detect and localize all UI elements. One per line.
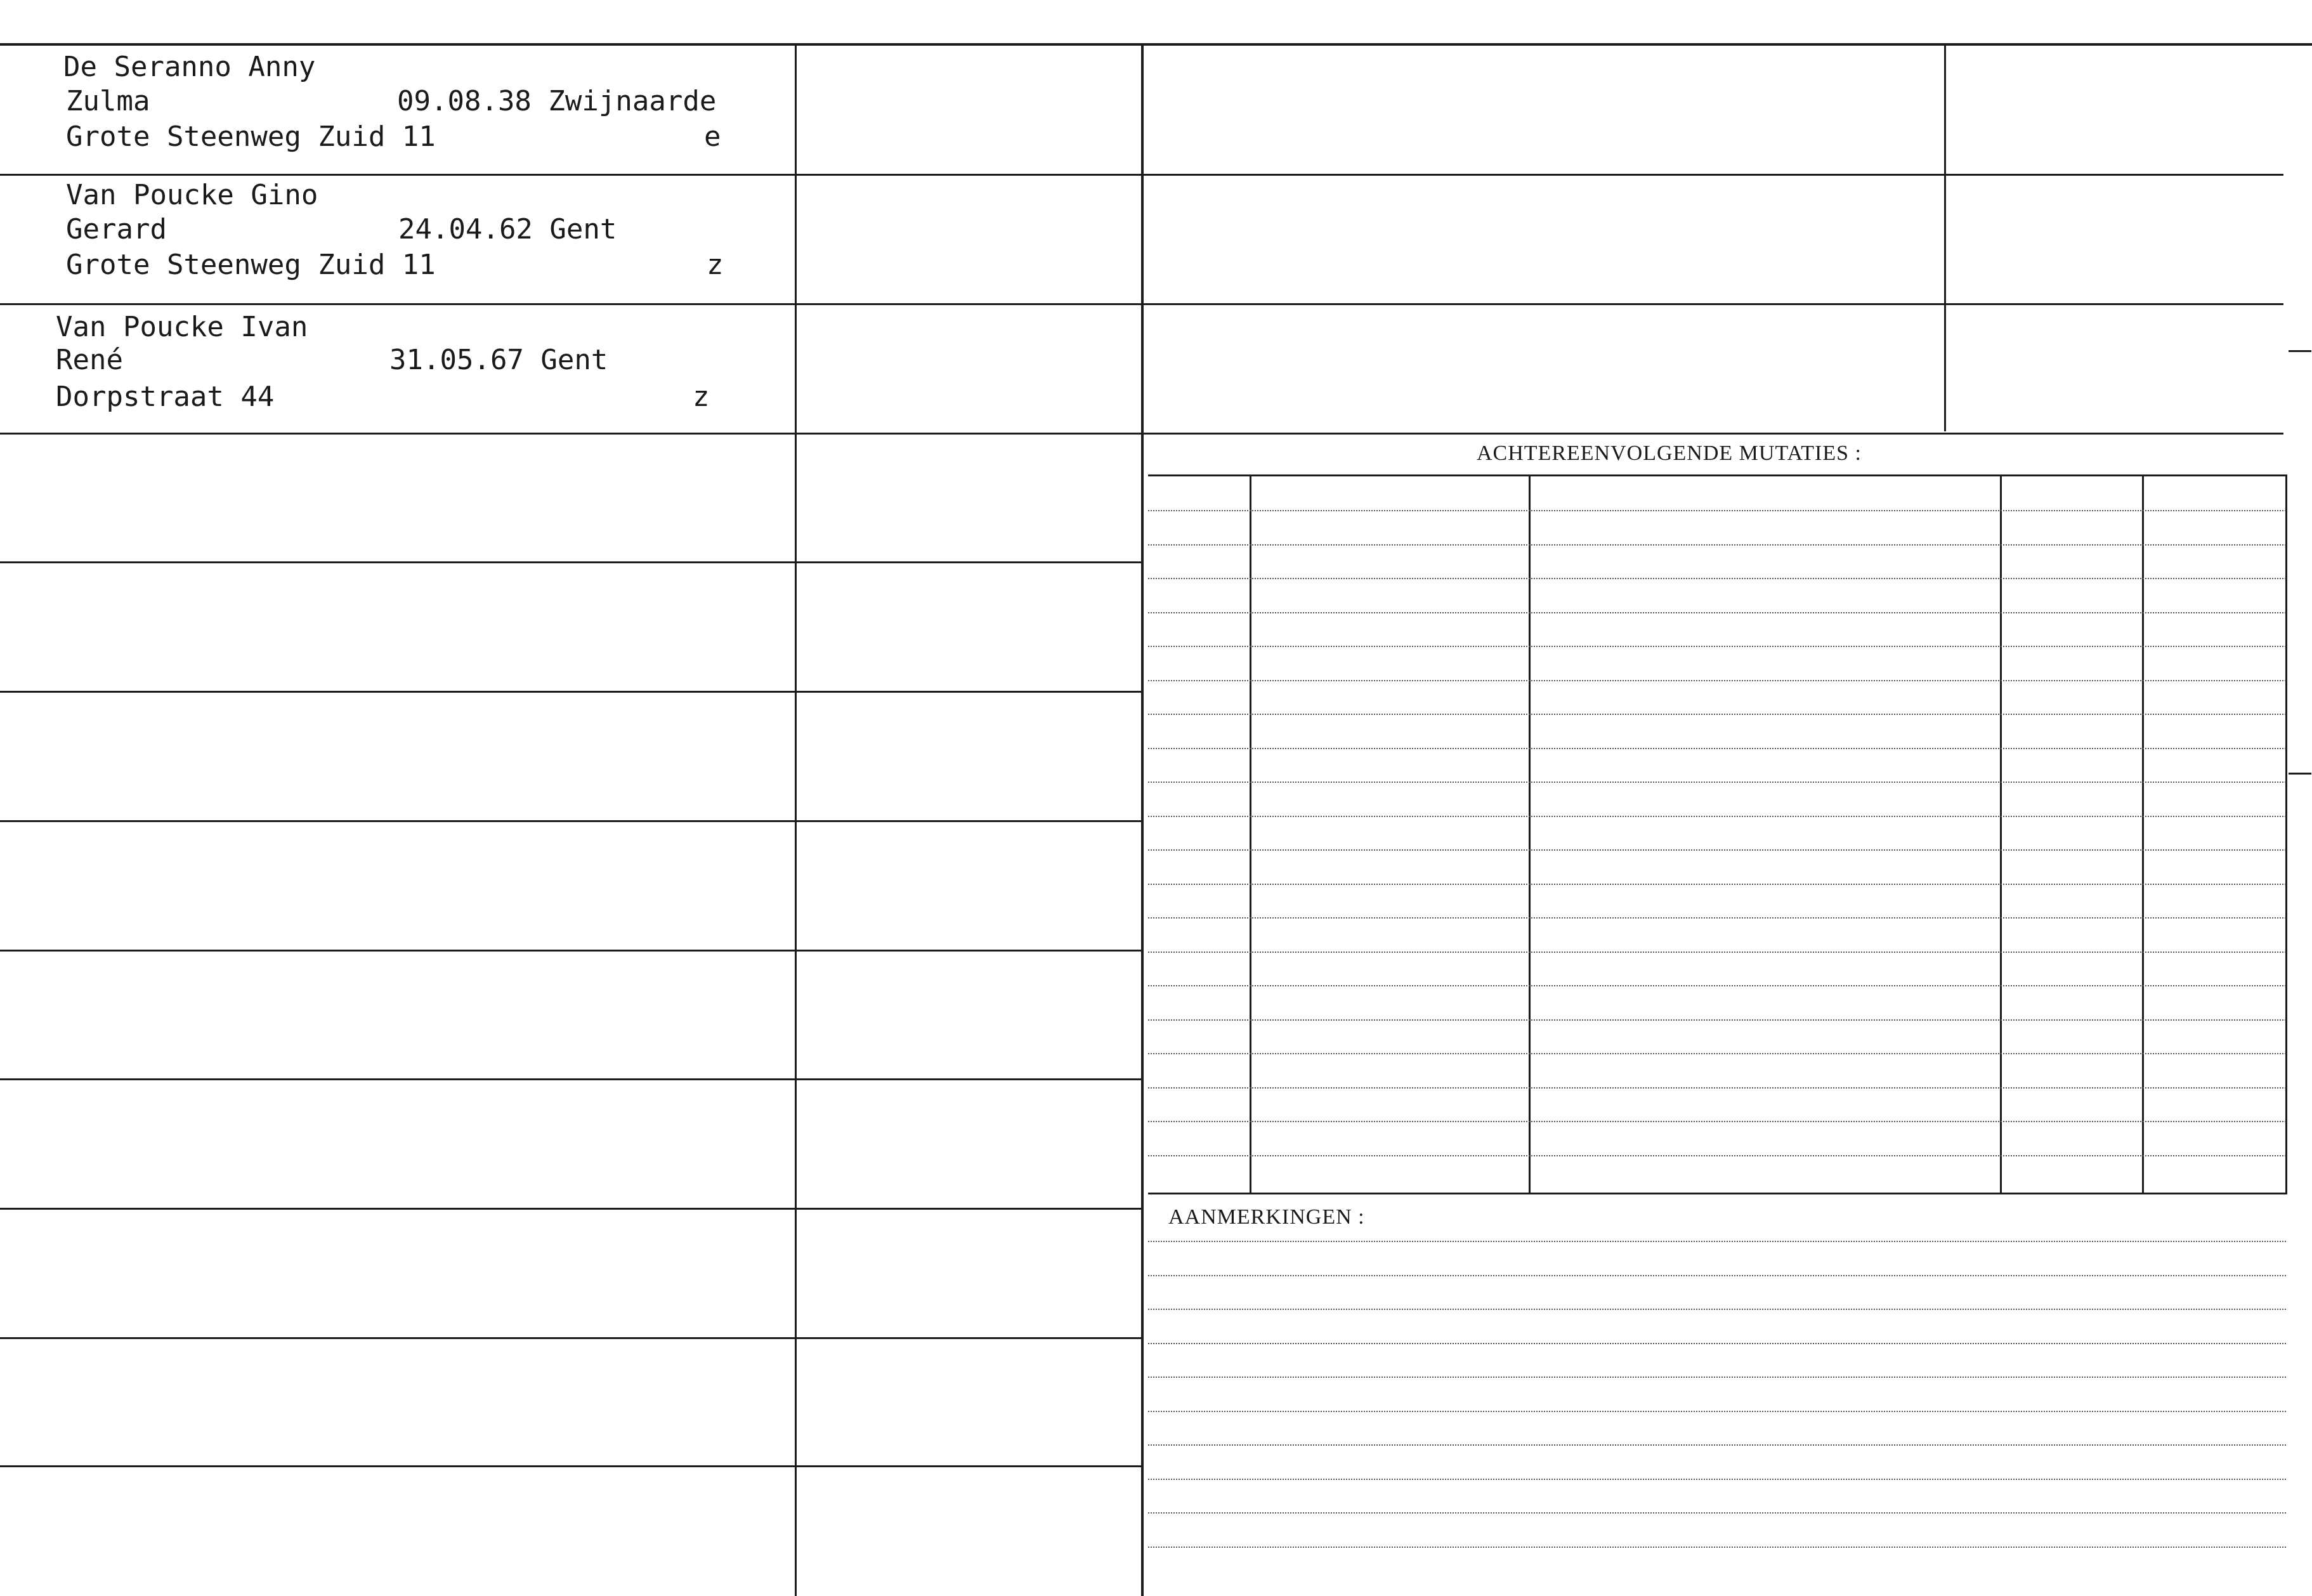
ruled-line <box>1148 1309 2286 1310</box>
ruled-line <box>1148 1241 2286 1242</box>
record-code: z <box>707 249 724 281</box>
record-second-name: Zulma <box>66 85 150 117</box>
mutations-grid-top <box>1148 474 2287 476</box>
row-separator <box>0 820 1142 822</box>
ruled-line <box>1148 816 2286 817</box>
ruled-line <box>1148 1377 2286 1378</box>
ruled-line <box>1148 1053 2286 1054</box>
record-address: Grote Steenweg Zuid 11 <box>66 121 436 153</box>
ruled-line <box>1148 748 2286 749</box>
row-separator <box>0 174 1142 176</box>
ruled-line <box>1148 578 2286 579</box>
ruled-line <box>1148 612 2286 613</box>
row-separator <box>0 433 1142 435</box>
record-name: Van Poucke Gino <box>66 179 318 211</box>
mutations-col-rule <box>2000 476 2002 1194</box>
ruled-line <box>1148 985 2286 986</box>
ruled-line <box>1148 1019 2286 1021</box>
ruled-line <box>1148 1343 2286 1344</box>
column-divider-right-upper <box>1944 46 1946 431</box>
ruled-line <box>1148 1275 2286 1276</box>
mutations-col-rule <box>1529 476 1531 1194</box>
ruled-line <box>1148 1547 2286 1548</box>
row-separator <box>0 950 1142 952</box>
record-second-name: René <box>56 344 123 376</box>
mutations-heading: ACHTEREENVOLGENDE MUTATIES : <box>1477 442 1862 465</box>
record-birth: 31.05.67 Gent <box>389 344 608 376</box>
ruled-line <box>1148 510 2286 511</box>
ruled-line <box>1148 1479 2286 1480</box>
ruled-line <box>1148 1155 2286 1156</box>
ruled-line <box>1148 1087 2286 1089</box>
ruled-line <box>1148 952 2286 953</box>
row-separator <box>0 561 1142 563</box>
ruled-line <box>1148 884 2286 885</box>
record-second-name: Gerard <box>66 213 167 245</box>
ruled-line <box>1148 1444 2286 1446</box>
margin-tick <box>2289 773 2311 775</box>
record-name: Van Poucke Ivan <box>56 311 308 343</box>
ruled-line <box>1148 1121 2286 1122</box>
record-address: Dorpstraat 44 <box>56 381 275 413</box>
row-separator <box>0 1337 1142 1339</box>
record-birth: 09.08.38 Zwijnaarde <box>397 85 717 117</box>
row-separator <box>0 1078 1142 1080</box>
top-border <box>0 43 2312 46</box>
remarks-heading: AANMERKINGEN : <box>1168 1205 1365 1229</box>
mutations-top-border <box>1142 433 2283 435</box>
record-code: e <box>704 121 721 153</box>
record-birth: 24.04.62 Gent <box>398 213 617 245</box>
row-separator <box>0 691 1142 693</box>
row-separator <box>1142 174 2283 176</box>
ruled-line <box>1148 1411 2286 1412</box>
mutations-grid-bottom <box>1148 1193 2287 1194</box>
record-code: z <box>693 381 710 413</box>
row-separator <box>1142 303 2283 305</box>
ruled-line <box>1148 849 2286 851</box>
row-separator <box>0 1208 1142 1210</box>
ruled-line <box>1148 714 2286 715</box>
margin-tick <box>2289 350 2311 352</box>
record-name: De Seranno Anny <box>63 51 316 83</box>
mutations-col-rule <box>2142 476 2144 1194</box>
ruled-line <box>1148 646 2286 647</box>
record-address: Grote Steenweg Zuid 11 <box>66 249 436 281</box>
row-separator <box>0 303 1142 305</box>
ruled-line <box>1148 544 2286 546</box>
ruled-line <box>1148 680 2286 681</box>
mutations-col-rule <box>1250 476 1251 1194</box>
ruled-line <box>1148 782 2286 783</box>
mutations-col-rule <box>2285 476 2287 1194</box>
row-separator <box>0 1465 1142 1467</box>
ruled-line <box>1148 1512 2286 1514</box>
ruled-line <box>1148 917 2286 919</box>
